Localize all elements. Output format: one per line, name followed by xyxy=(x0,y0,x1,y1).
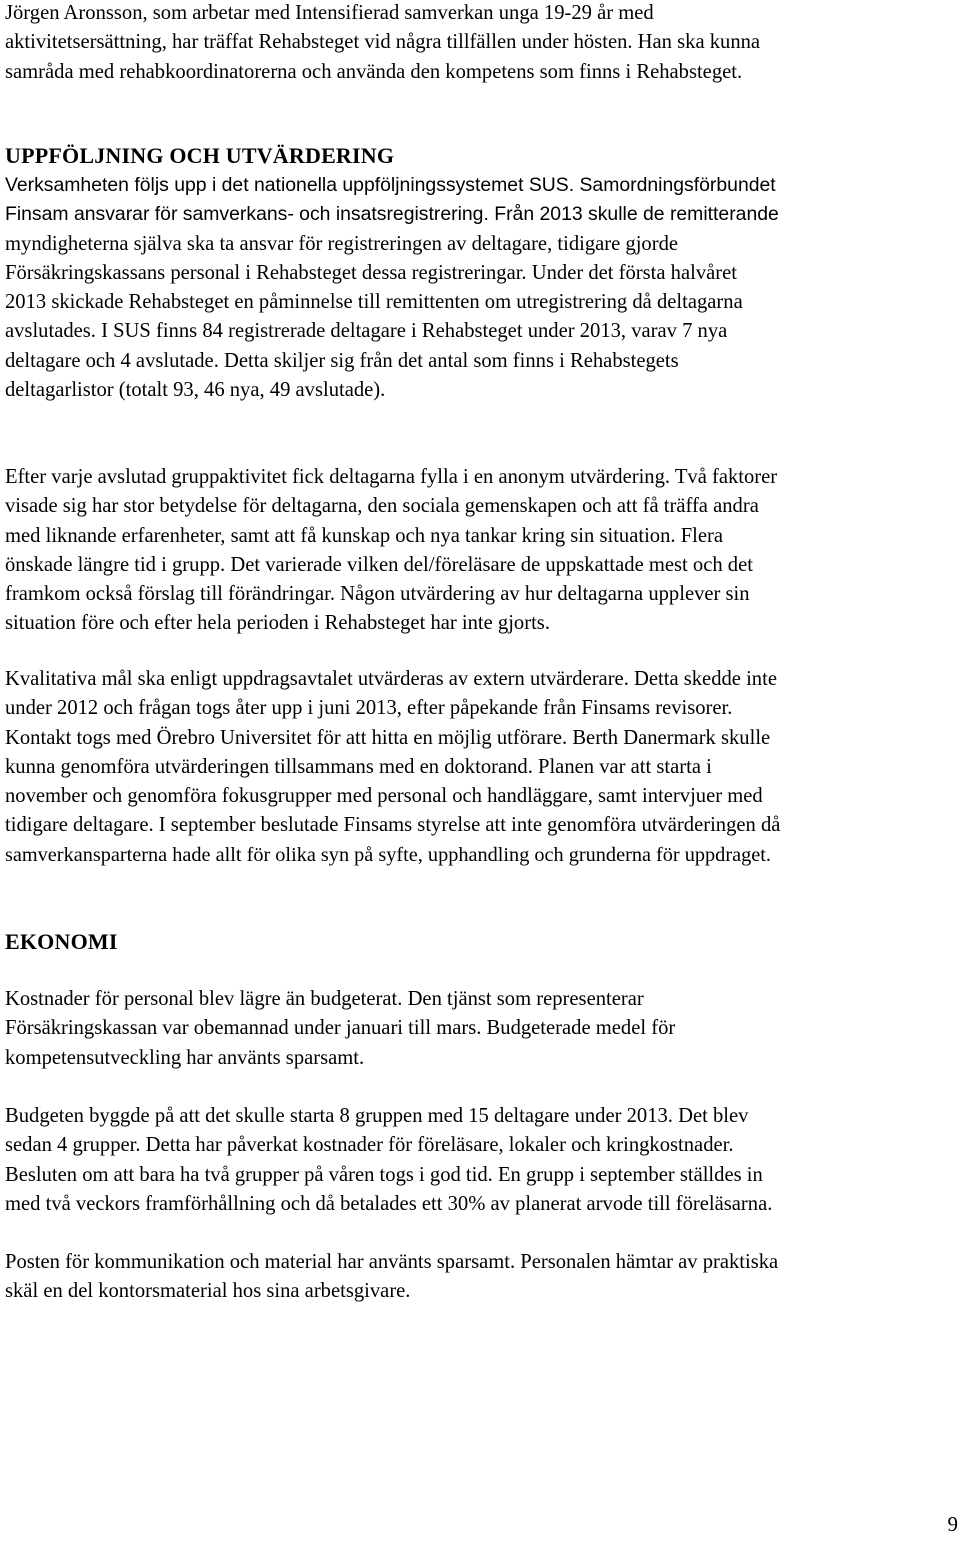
text-line: Efter varje avslutad gruppaktivitet fick deltagarna fylla i en anonym utvärdering. Två faktorer xyxy=(5,466,778,488)
text-line: Kostnader för personal blev lägre än budgeterat. Den tjänst som representerar xyxy=(5,988,644,1010)
text-line: samverkansparterna hade allt för olika syn på syfte, upphandling och grunderna för uppdraget. xyxy=(5,843,771,866)
text-line: situation före och efter hela perioden i Rehabsteget har inte gjorts. xyxy=(5,612,550,635)
text-line: samråda med rehabkoordinatorerna och använda den kompetens som finns i Rehabsteget. xyxy=(5,60,743,83)
text-line: 2013 skickade Rehabsteget en påminnelse till remittenten om utregistrering då deltagarna xyxy=(5,291,743,314)
text-line: skäl en del kontorsmaterial hos sina arbetsgivare. xyxy=(5,1280,411,1303)
followup-paragraph-1 xyxy=(5,171,779,405)
text-line: Finsam ansvarar för samverkans- och insatsregistrering. Från 2013 skulle de remitterande xyxy=(5,203,779,226)
text-line: Besluten om att bara ha två grupper på våren togs i god tid. En grupp i september ställdes in xyxy=(5,1163,763,1186)
text-line: Budgeten byggde på att det skulle starta 8 gruppen med 15 deltagare under 2013. Det blev xyxy=(5,1105,749,1127)
text-line: Kontakt togs med Örebro Universitet för att hitta en möjlig utförare. Berth Danermark skulle xyxy=(5,726,771,749)
economy-paragraph-3 xyxy=(5,1248,778,1307)
followup-paragraph-3 xyxy=(5,665,780,870)
text-line: myndigheterna själva ska ta ansvar för registreringen av deltagare, tidigare gjorde xyxy=(5,232,679,255)
intro-paragraph xyxy=(5,0,760,87)
text-line: Försäkringskassans personal i Rehabsteget dessa registreringar. Under det första halvåret xyxy=(5,261,738,284)
text-line: framkom också förslag till förändringar. Någon utvärdering av hur deltagarna upplever sin xyxy=(5,583,750,606)
text-line: tidigare deltagare. I september beslutade Finsams styrelse att inte genomföra utvärderingen då xyxy=(5,814,781,837)
text-line: deltagare och 4 avslutade. Detta skiljer sig från det antal som finns i Rehabstegets xyxy=(5,349,679,372)
text-line: kompetensutveckling har använts sparsamt. xyxy=(5,1046,365,1069)
text-line: Kvalitativa mål ska enligt uppdragsavtalet utvärderas av extern utvärderare. Detta skedde inte xyxy=(5,668,777,690)
page-number: 9 xyxy=(947,1512,958,1536)
section-heading-economy: EKONOMI xyxy=(5,929,118,954)
text-line: deltagarlistor (totalt 93, 46 nya, 49 avslutade). xyxy=(5,379,386,402)
economy-paragraph-2 xyxy=(5,1102,772,1219)
text-line: kunna genomföra utvärderingen tillsammans med en doktorand. Planen var att starta i xyxy=(5,755,712,778)
text-line: Jörgen Aronsson, som arbetar med Intensifierad samverkan unga 19-29 år med xyxy=(5,2,654,24)
text-line: aktivitetsersättning, har träffat Rehabsteget vid några tillfällen under hösten. Han ska kunna xyxy=(5,31,761,54)
text-line: november och genomföra fokusgrupper med personal och handläggare, samt intervjuer med xyxy=(5,785,763,808)
text-line: avslutades. I SUS finns 84 registrerade deltagare i Rehabsteget under 2013, varav 7 nya xyxy=(5,320,728,343)
text-line: under 2012 och frågan togs åter upp i juni 2013, efter påpekande från Finsams revisorer. xyxy=(5,697,733,720)
text-line: Verksamheten följs upp i det nationella uppföljningssystemet SUS. Samordningsförbundet xyxy=(5,174,776,196)
text-line: Försäkringskassan var obemannad under januari till mars. Budgeterade medel för xyxy=(5,1017,676,1040)
text-line: visade sig har stor betydelse för deltagarna, den sociala gemenskapen och att få träffa andra xyxy=(5,495,759,518)
text-line: sedan 4 grupper. Detta har påverkat kostnader för föreläsare, lokaler och kringkostnader. xyxy=(5,1134,734,1157)
text-line: önskade längre tid i grupp. Det varierade vilken del/föreläsare de uppskattade mest och det xyxy=(5,553,753,576)
text-line: med två veckors framförhållning och då betalades ett 30% av planerat arvode till föreläsarna. xyxy=(5,1192,773,1215)
followup-paragraph-2 xyxy=(5,463,777,639)
text-line: Posten för kommunikation och material har använts sparsamt. Personalen hämtar av praktiska xyxy=(5,1251,779,1273)
economy-paragraph-1 xyxy=(5,985,675,1073)
text-line: med liknande erfarenheter, samt att få kunskap och nya tankar kring sin situation. Flera xyxy=(5,524,724,547)
section-heading-followup: UPPFÖLJNING OCH UTVÄRDERING xyxy=(5,143,395,168)
